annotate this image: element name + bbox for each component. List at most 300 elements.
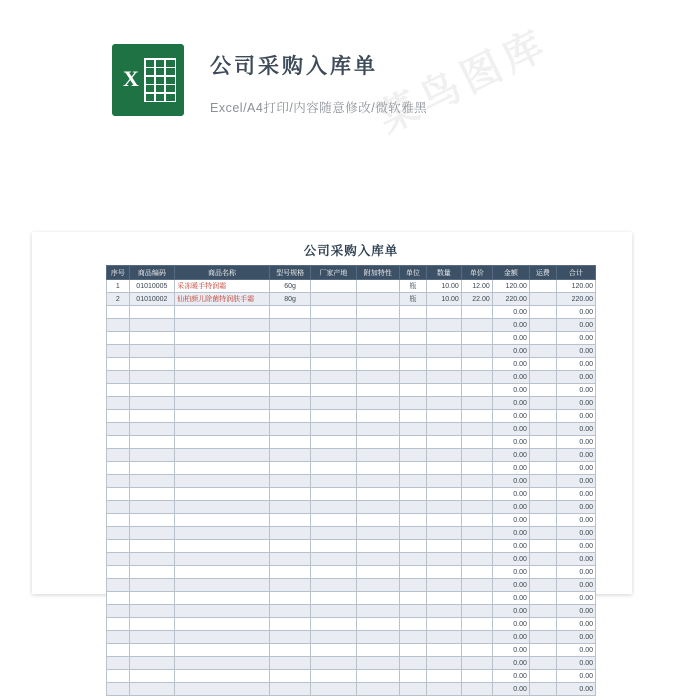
cell-freight[interactable]	[529, 423, 556, 436]
cell-price[interactable]	[461, 670, 492, 683]
table-row[interactable]	[107, 644, 596, 657]
cell-qty[interactable]	[426, 683, 461, 696]
cell-code[interactable]	[129, 527, 174, 540]
table-row[interactable]	[107, 384, 596, 397]
cell-feature[interactable]	[356, 501, 399, 514]
cell-unit[interactable]	[399, 462, 426, 475]
cell-freight[interactable]	[529, 683, 556, 696]
cell-amount[interactable]: 0.00	[492, 579, 529, 592]
cell-name[interactable]	[175, 553, 270, 566]
cell-origin[interactable]	[311, 319, 356, 332]
table-row[interactable]	[107, 657, 596, 670]
cell-freight[interactable]	[529, 501, 556, 514]
cell-total[interactable]: 0.00	[556, 514, 595, 527]
cell-no[interactable]	[107, 579, 130, 592]
cell-total[interactable]: 0.00	[556, 657, 595, 670]
cell-total[interactable]: 0.00	[556, 436, 595, 449]
cell-no[interactable]	[107, 514, 130, 527]
cell-freight[interactable]	[529, 384, 556, 397]
cell-total[interactable]: 0.00	[556, 527, 595, 540]
cell-unit[interactable]	[399, 306, 426, 319]
cell-feature[interactable]	[356, 371, 399, 384]
cell-spec[interactable]: 80g	[269, 293, 310, 306]
cell-no[interactable]	[107, 540, 130, 553]
cell-qty[interactable]: 10.00	[426, 280, 461, 293]
cell-qty[interactable]	[426, 475, 461, 488]
cell-no[interactable]	[107, 423, 130, 436]
table-row[interactable]	[107, 553, 596, 566]
cell-unit[interactable]	[399, 540, 426, 553]
cell-feature[interactable]	[356, 306, 399, 319]
table-row[interactable]	[107, 358, 596, 371]
cell-amount[interactable]: 0.00	[492, 618, 529, 631]
cell-amount[interactable]: 0.00	[492, 345, 529, 358]
cell-spec[interactable]	[269, 566, 310, 579]
cell-name[interactable]	[175, 475, 270, 488]
cell-feature[interactable]	[356, 475, 399, 488]
cell-freight[interactable]	[529, 579, 556, 592]
cell-origin[interactable]	[311, 488, 356, 501]
cell-price[interactable]	[461, 358, 492, 371]
cell-unit[interactable]	[399, 371, 426, 384]
cell-code[interactable]	[129, 358, 174, 371]
table-row[interactable]	[107, 670, 596, 683]
cell-feature[interactable]	[356, 579, 399, 592]
cell-qty[interactable]	[426, 501, 461, 514]
table-row[interactable]	[107, 410, 596, 423]
cell-code[interactable]	[129, 488, 174, 501]
cell-feature[interactable]	[356, 553, 399, 566]
cell-total[interactable]: 0.00	[556, 319, 595, 332]
cell-freight[interactable]	[529, 332, 556, 345]
cell-feature[interactable]	[356, 449, 399, 462]
cell-total[interactable]: 0.00	[556, 540, 595, 553]
cell-name[interactable]	[175, 332, 270, 345]
cell-total[interactable]: 0.00	[556, 345, 595, 358]
cell-origin[interactable]	[311, 410, 356, 423]
cell-freight[interactable]	[529, 449, 556, 462]
cell-qty[interactable]	[426, 423, 461, 436]
cell-code[interactable]: 01010002	[129, 293, 174, 306]
cell-freight[interactable]	[529, 514, 556, 527]
cell-total[interactable]: 0.00	[556, 566, 595, 579]
table-row[interactable]	[107, 527, 596, 540]
table-row[interactable]	[107, 449, 596, 462]
cell-spec[interactable]	[269, 618, 310, 631]
cell-feature[interactable]	[356, 605, 399, 618]
cell-freight[interactable]	[529, 631, 556, 644]
cell-spec[interactable]	[269, 683, 310, 696]
cell-price[interactable]	[461, 423, 492, 436]
cell-no[interactable]	[107, 436, 130, 449]
cell-unit[interactable]	[399, 592, 426, 605]
cell-amount[interactable]: 0.00	[492, 358, 529, 371]
cell-feature[interactable]	[356, 488, 399, 501]
table-row[interactable]	[107, 605, 596, 618]
cell-feature[interactable]	[356, 527, 399, 540]
cell-spec[interactable]	[269, 553, 310, 566]
cell-amount[interactable]: 0.00	[492, 436, 529, 449]
cell-qty[interactable]	[426, 657, 461, 670]
cell-name[interactable]	[175, 631, 270, 644]
cell-name[interactable]	[175, 605, 270, 618]
cell-price[interactable]	[461, 592, 492, 605]
cell-origin[interactable]	[311, 293, 356, 306]
table-row[interactable]	[107, 579, 596, 592]
cell-unit[interactable]	[399, 449, 426, 462]
cell-feature[interactable]	[356, 670, 399, 683]
cell-feature[interactable]	[356, 644, 399, 657]
cell-total[interactable]: 0.00	[556, 670, 595, 683]
cell-unit[interactable]	[399, 488, 426, 501]
cell-no[interactable]	[107, 397, 130, 410]
cell-total[interactable]: 0.00	[556, 488, 595, 501]
cell-qty[interactable]	[426, 449, 461, 462]
cell-spec[interactable]	[269, 644, 310, 657]
cell-code[interactable]	[129, 332, 174, 345]
cell-name[interactable]	[175, 384, 270, 397]
cell-origin[interactable]	[311, 449, 356, 462]
cell-name[interactable]	[175, 501, 270, 514]
cell-no[interactable]	[107, 592, 130, 605]
cell-freight[interactable]	[529, 592, 556, 605]
cell-freight[interactable]	[529, 436, 556, 449]
cell-name[interactable]	[175, 306, 270, 319]
cell-price[interactable]	[461, 683, 492, 696]
cell-code[interactable]	[129, 345, 174, 358]
cell-unit[interactable]	[399, 410, 426, 423]
table-row[interactable]	[107, 540, 596, 553]
cell-no[interactable]	[107, 371, 130, 384]
cell-origin[interactable]	[311, 423, 356, 436]
cell-unit[interactable]	[399, 631, 426, 644]
cell-qty[interactable]	[426, 540, 461, 553]
cell-qty[interactable]	[426, 306, 461, 319]
cell-name[interactable]	[175, 566, 270, 579]
cell-origin[interactable]	[311, 475, 356, 488]
cell-price[interactable]	[461, 306, 492, 319]
cell-freight[interactable]	[529, 306, 556, 319]
cell-amount[interactable]: 0.00	[492, 332, 529, 345]
cell-price[interactable]	[461, 410, 492, 423]
cell-spec[interactable]	[269, 462, 310, 475]
cell-spec[interactable]	[269, 371, 310, 384]
cell-no[interactable]: 2	[107, 293, 130, 306]
cell-code[interactable]	[129, 410, 174, 423]
cell-amount[interactable]: 0.00	[492, 670, 529, 683]
cell-unit[interactable]	[399, 579, 426, 592]
cell-amount[interactable]: 0.00	[492, 449, 529, 462]
cell-total[interactable]: 0.00	[556, 371, 595, 384]
cell-price[interactable]: 12.00	[461, 280, 492, 293]
cell-amount[interactable]: 0.00	[492, 592, 529, 605]
cell-feature[interactable]	[356, 657, 399, 670]
table-row[interactable]	[107, 631, 596, 644]
cell-name[interactable]	[175, 436, 270, 449]
cell-spec[interactable]	[269, 488, 310, 501]
cell-unit[interactable]	[399, 358, 426, 371]
cell-spec[interactable]	[269, 605, 310, 618]
cell-price[interactable]	[461, 319, 492, 332]
cell-origin[interactable]	[311, 670, 356, 683]
cell-unit[interactable]	[399, 423, 426, 436]
cell-name[interactable]	[175, 423, 270, 436]
cell-qty[interactable]	[426, 371, 461, 384]
cell-unit[interactable]	[399, 618, 426, 631]
cell-total[interactable]: 0.00	[556, 384, 595, 397]
cell-code[interactable]: 01010005	[129, 280, 174, 293]
cell-code[interactable]	[129, 631, 174, 644]
table-row[interactable]	[107, 488, 596, 501]
cell-price[interactable]	[461, 540, 492, 553]
cell-code[interactable]	[129, 384, 174, 397]
table-row[interactable]	[107, 293, 596, 306]
cell-origin[interactable]	[311, 631, 356, 644]
cell-freight[interactable]	[529, 280, 556, 293]
cell-spec[interactable]	[269, 397, 310, 410]
cell-spec[interactable]	[269, 501, 310, 514]
table-row[interactable]	[107, 345, 596, 358]
cell-amount[interactable]: 0.00	[492, 423, 529, 436]
cell-qty[interactable]	[426, 410, 461, 423]
table-row[interactable]	[107, 371, 596, 384]
cell-amount[interactable]: 0.00	[492, 410, 529, 423]
cell-freight[interactable]	[529, 358, 556, 371]
cell-unit[interactable]	[399, 319, 426, 332]
cell-qty[interactable]	[426, 631, 461, 644]
cell-qty[interactable]	[426, 462, 461, 475]
cell-freight[interactable]	[529, 410, 556, 423]
cell-freight[interactable]	[529, 371, 556, 384]
cell-price[interactable]	[461, 384, 492, 397]
cell-feature[interactable]	[356, 592, 399, 605]
cell-freight[interactable]	[529, 293, 556, 306]
cell-feature[interactable]	[356, 345, 399, 358]
cell-origin[interactable]	[311, 566, 356, 579]
cell-name[interactable]	[175, 371, 270, 384]
cell-origin[interactable]	[311, 501, 356, 514]
cell-total[interactable]: 0.00	[556, 592, 595, 605]
cell-price[interactable]: 22.00	[461, 293, 492, 306]
cell-code[interactable]	[129, 553, 174, 566]
cell-total[interactable]: 0.00	[556, 553, 595, 566]
cell-name[interactable]	[175, 345, 270, 358]
cell-spec[interactable]	[269, 345, 310, 358]
cell-origin[interactable]	[311, 462, 356, 475]
cell-total[interactable]: 0.00	[556, 618, 595, 631]
cell-price[interactable]	[461, 397, 492, 410]
cell-code[interactable]	[129, 423, 174, 436]
cell-spec[interactable]	[269, 306, 310, 319]
cell-qty[interactable]	[426, 345, 461, 358]
cell-qty[interactable]	[426, 488, 461, 501]
cell-freight[interactable]	[529, 397, 556, 410]
cell-no[interactable]	[107, 306, 130, 319]
cell-name[interactable]	[175, 410, 270, 423]
cell-unit[interactable]: 瓶	[399, 280, 426, 293]
cell-amount[interactable]: 120.00	[492, 280, 529, 293]
cell-name[interactable]	[175, 670, 270, 683]
cell-spec[interactable]	[269, 527, 310, 540]
cell-name[interactable]	[175, 579, 270, 592]
cell-code[interactable]	[129, 436, 174, 449]
cell-price[interactable]	[461, 657, 492, 670]
cell-amount[interactable]: 0.00	[492, 631, 529, 644]
cell-origin[interactable]	[311, 683, 356, 696]
cell-freight[interactable]	[529, 319, 556, 332]
cell-no[interactable]	[107, 670, 130, 683]
cell-code[interactable]	[129, 397, 174, 410]
cell-name[interactable]	[175, 449, 270, 462]
cell-freight[interactable]	[529, 462, 556, 475]
cell-name[interactable]	[175, 358, 270, 371]
cell-code[interactable]	[129, 566, 174, 579]
cell-qty[interactable]	[426, 605, 461, 618]
cell-qty[interactable]	[426, 670, 461, 683]
cell-no[interactable]	[107, 527, 130, 540]
cell-feature[interactable]	[356, 462, 399, 475]
cell-amount[interactable]: 0.00	[492, 566, 529, 579]
cell-origin[interactable]	[311, 527, 356, 540]
cell-feature[interactable]	[356, 280, 399, 293]
cell-total[interactable]: 0.00	[556, 644, 595, 657]
cell-price[interactable]	[461, 462, 492, 475]
cell-no[interactable]	[107, 475, 130, 488]
cell-price[interactable]	[461, 371, 492, 384]
cell-total[interactable]: 0.00	[556, 631, 595, 644]
cell-amount[interactable]: 0.00	[492, 540, 529, 553]
cell-total[interactable]: 0.00	[556, 358, 595, 371]
cell-unit[interactable]	[399, 644, 426, 657]
cell-spec[interactable]	[269, 449, 310, 462]
cell-amount[interactable]: 0.00	[492, 488, 529, 501]
cell-code[interactable]	[129, 462, 174, 475]
table-row[interactable]	[107, 683, 596, 696]
cell-freight[interactable]	[529, 618, 556, 631]
cell-feature[interactable]	[356, 397, 399, 410]
cell-spec[interactable]	[269, 384, 310, 397]
cell-feature[interactable]	[356, 410, 399, 423]
cell-origin[interactable]	[311, 306, 356, 319]
cell-feature[interactable]	[356, 423, 399, 436]
cell-feature[interactable]	[356, 631, 399, 644]
cell-unit[interactable]: 瓶	[399, 293, 426, 306]
cell-no[interactable]	[107, 631, 130, 644]
cell-total[interactable]: 0.00	[556, 397, 595, 410]
cell-total[interactable]: 0.00	[556, 423, 595, 436]
cell-freight[interactable]	[529, 605, 556, 618]
cell-origin[interactable]	[311, 436, 356, 449]
cell-amount[interactable]: 0.00	[492, 319, 529, 332]
cell-no[interactable]	[107, 345, 130, 358]
cell-origin[interactable]	[311, 332, 356, 345]
cell-qty[interactable]	[426, 332, 461, 345]
cell-amount[interactable]: 0.00	[492, 527, 529, 540]
cell-price[interactable]	[461, 488, 492, 501]
cell-amount[interactable]: 0.00	[492, 514, 529, 527]
cell-unit[interactable]	[399, 527, 426, 540]
cell-price[interactable]	[461, 605, 492, 618]
cell-origin[interactable]	[311, 358, 356, 371]
cell-origin[interactable]	[311, 605, 356, 618]
cell-total[interactable]: 0.00	[556, 449, 595, 462]
table-row[interactable]	[107, 462, 596, 475]
cell-origin[interactable]	[311, 592, 356, 605]
table-row[interactable]	[107, 306, 596, 319]
cell-name[interactable]	[175, 514, 270, 527]
cell-origin[interactable]	[311, 280, 356, 293]
cell-spec[interactable]	[269, 579, 310, 592]
cell-qty[interactable]	[426, 644, 461, 657]
cell-origin[interactable]	[311, 384, 356, 397]
cell-qty[interactable]	[426, 579, 461, 592]
cell-amount[interactable]: 0.00	[492, 553, 529, 566]
cell-unit[interactable]	[399, 345, 426, 358]
cell-name[interactable]	[175, 618, 270, 631]
cell-spec[interactable]	[269, 540, 310, 553]
cell-unit[interactable]	[399, 605, 426, 618]
cell-origin[interactable]	[311, 579, 356, 592]
table-row[interactable]	[107, 332, 596, 345]
table-row[interactable]	[107, 423, 596, 436]
cell-name[interactable]	[175, 527, 270, 540]
cell-qty[interactable]	[426, 592, 461, 605]
cell-no[interactable]	[107, 644, 130, 657]
cell-total[interactable]: 0.00	[556, 579, 595, 592]
cell-amount[interactable]: 0.00	[492, 644, 529, 657]
cell-price[interactable]	[461, 514, 492, 527]
cell-price[interactable]	[461, 449, 492, 462]
cell-code[interactable]	[129, 670, 174, 683]
cell-freight[interactable]	[529, 670, 556, 683]
cell-code[interactable]	[129, 501, 174, 514]
cell-amount[interactable]: 0.00	[492, 397, 529, 410]
cell-freight[interactable]	[529, 644, 556, 657]
cell-feature[interactable]	[356, 319, 399, 332]
cell-name[interactable]	[175, 644, 270, 657]
cell-no[interactable]	[107, 358, 130, 371]
cell-total[interactable]: 0.00	[556, 462, 595, 475]
cell-price[interactable]	[461, 644, 492, 657]
cell-unit[interactable]	[399, 657, 426, 670]
cell-total[interactable]: 0.00	[556, 683, 595, 696]
cell-origin[interactable]	[311, 371, 356, 384]
cell-unit[interactable]	[399, 553, 426, 566]
cell-code[interactable]	[129, 306, 174, 319]
cell-price[interactable]	[461, 631, 492, 644]
cell-origin[interactable]	[311, 644, 356, 657]
cell-code[interactable]	[129, 592, 174, 605]
cell-spec[interactable]	[269, 631, 310, 644]
cell-feature[interactable]	[356, 384, 399, 397]
cell-no[interactable]	[107, 553, 130, 566]
cell-amount[interactable]: 0.00	[492, 683, 529, 696]
cell-total[interactable]: 220.00	[556, 293, 595, 306]
cell-amount[interactable]: 0.00	[492, 475, 529, 488]
cell-no[interactable]	[107, 410, 130, 423]
cell-freight[interactable]	[529, 657, 556, 670]
cell-qty[interactable]	[426, 319, 461, 332]
cell-amount[interactable]: 0.00	[492, 462, 529, 475]
cell-feature[interactable]	[356, 358, 399, 371]
cell-amount[interactable]: 0.00	[492, 657, 529, 670]
cell-feature[interactable]	[356, 683, 399, 696]
cell-unit[interactable]	[399, 384, 426, 397]
cell-unit[interactable]	[399, 436, 426, 449]
cell-price[interactable]	[461, 332, 492, 345]
cell-origin[interactable]	[311, 397, 356, 410]
cell-name[interactable]	[175, 657, 270, 670]
